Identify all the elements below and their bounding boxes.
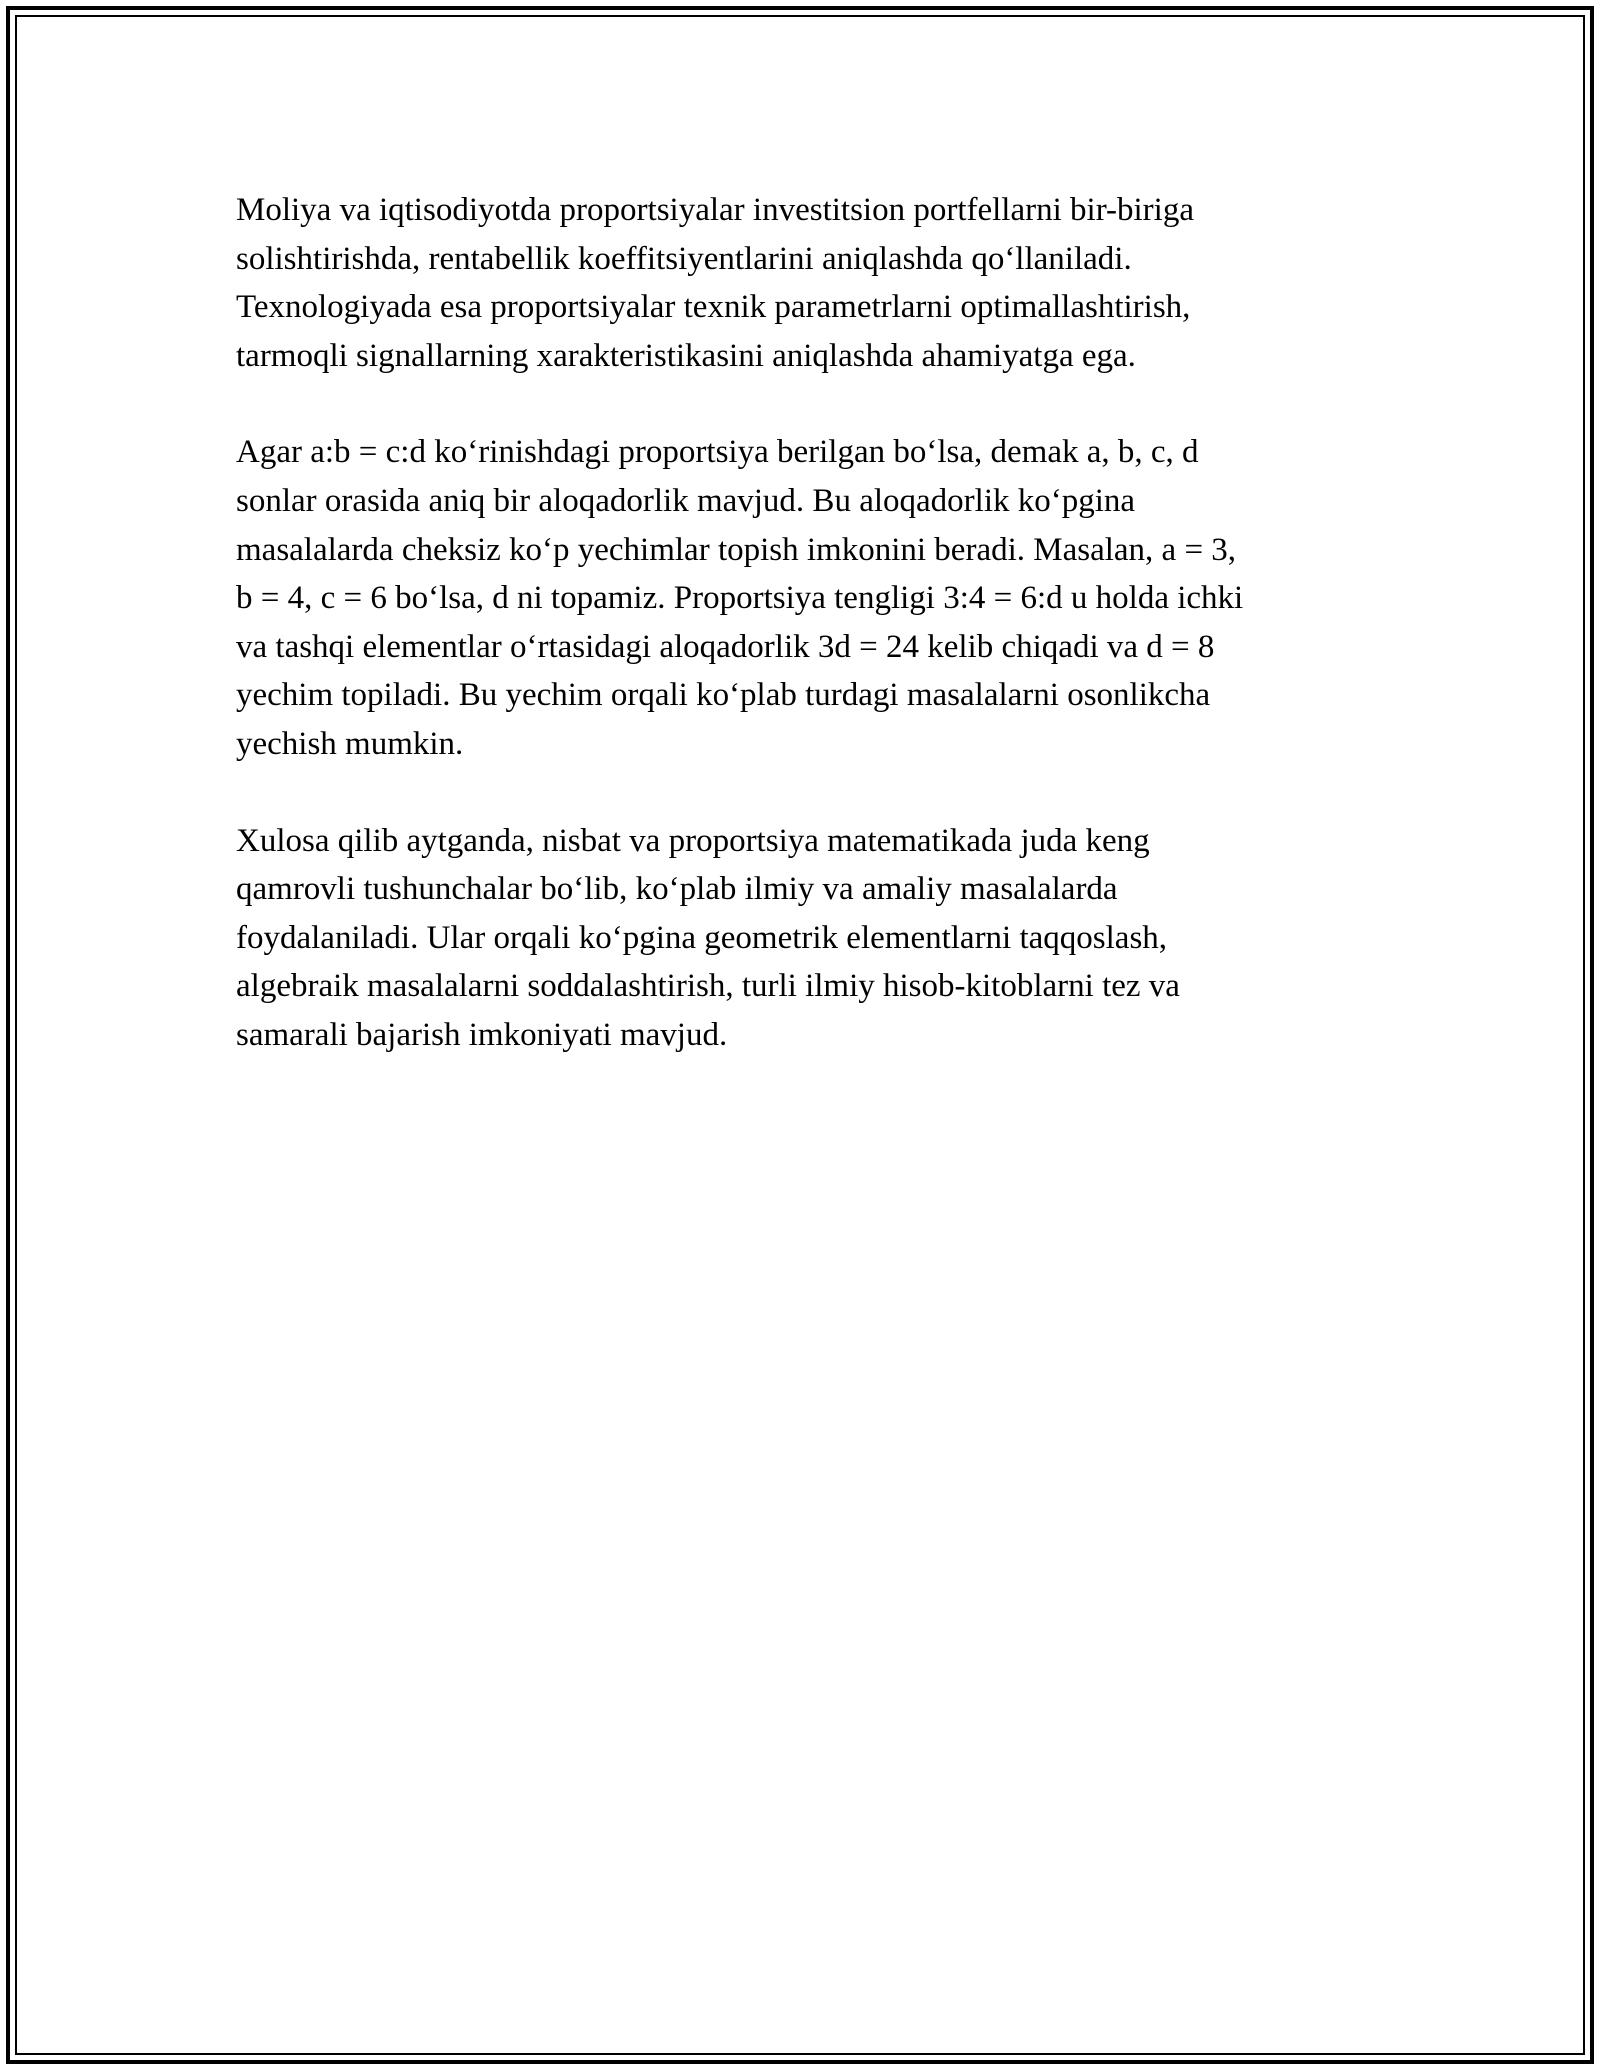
paragraph-conclusion: Xulosa qilib aytganda, nisbat va proportsiya matematikada juda keng qamrovli tushunchalar bo‘lib, ko‘plab ilmiy va amaliy masalalarda foydalaniladi. Ular orqali ko‘pgina geometrik elementlarni taqqoslash, algebraik masalalarni soddalashtirish, turli ilmiy hisob-kitoblarni tez va samarali bajarish imkoniyati mavjud.: [236, 822, 1180, 1053]
paragraph-finance-technology: Moliya va iqtisodiyotda proportsiyalar investitsion portfellarni bir-biriga solishtirishda, rentabellik koeffitsiyentlarini aniqlashda qo‘llaniladi. Texnologiyada esa proportsiyalar texnik parametrlarni optimallashtirish, tarmoqli signallarning xarakteristikasini aniqlashda ahamiyatga ega.: [236, 192, 1194, 374]
document-body: [236, 186, 1366, 1108]
paragraph-proportion-example: Agar a:b = c:d ko‘rinishdagi proportsiya berilgan bo‘lsa, demak a, b, c, d sonlar orasida aniq bir aloqadorlik mavjud. Bu aloqadorlik ko‘pgina masalalarda cheksiz ko‘p yechimlar topish imkonini beradi. Masalan, a = 3, b = 4, c = 6 bo‘lsa, d ni topamiz. Proportsiya tengligi 3:4 = 6:d u holda ichki va tashqi elementlar o‘rtasidagi aloqadorlik 3d = 24 kelib chiqadi va d = 8 yechim topiladi. Bu yechim orqali ko‘plab turdagi masalalarni osonlikcha yechish mumkin.: [236, 434, 1244, 762]
